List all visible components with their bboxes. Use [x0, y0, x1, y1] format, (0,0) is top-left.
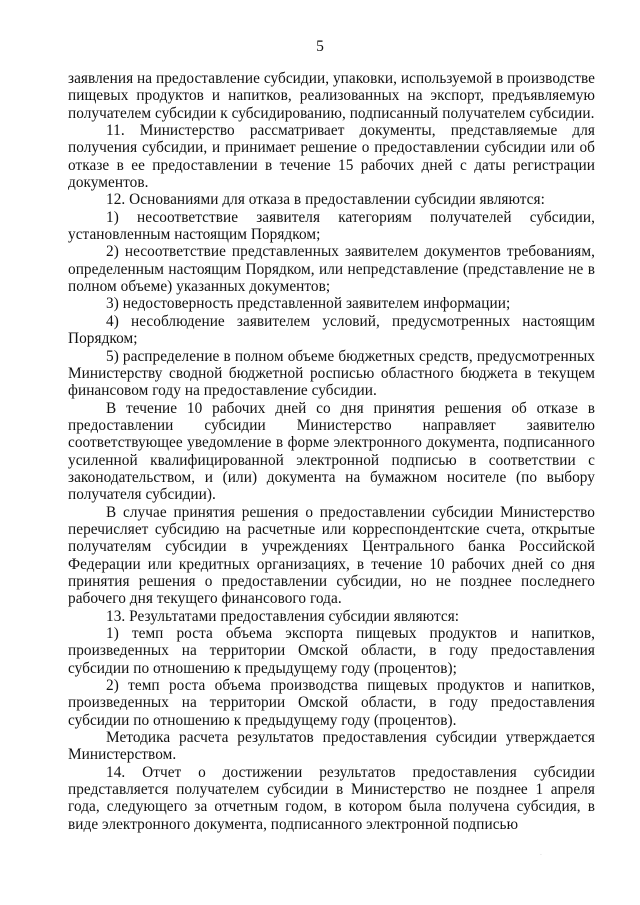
paragraph: В случае принятия решения о предоставлении субсидии Министерство перечисляет субсидию на расчетные или корреспондентские счета, открытые получателям субсидии в учреждениях Центрального банка Российской Федерации или кредитных организациях, в течение 10 рабочих дней со дня принятия решения о предоставлении субсидии, но не позднее последнего рабочего дня текущего финансового года.: [68, 503, 595, 608]
paragraph: В течение 10 рабочих дней со дня принятия решения об отказе в предоставлении субсидии Министерство направляет заявителю соответствующее уведомление в форме электронного документа, подписанного усиленной квалифицированной электронной подписью в соответствии с законодательством, и (или) документа на бумажном носителе (по выбору получателя субсидии).: [68, 399, 595, 504]
list-item: 4) несоблюдение заявителем условий, предусмотренных настоящим Порядком;: [68, 312, 595, 348]
list-item: 2) несоответствие представленных заявителем документов требованиям, определенным настоящим Порядком, или непредставление (представление не в полном объеме) указанных документов;: [68, 243, 595, 296]
paragraph: Методика расчета результатов предоставления субсидии утверждается Министерством.: [68, 729, 595, 764]
page-number: 5: [316, 38, 324, 55]
paragraph: 12. Основаниями для отказа в предоставлении субсидии являются:: [106, 191, 545, 209]
paragraph: заявления на предоставление субсидии, упаковки, используемой в производстве пищевых продуктов и напитков, реализованных на экспорт, предъявляемую получателем субсидии к субсидированию, подписанный получателем субсидии.: [68, 70, 596, 122]
list-item: 1) темп роста объема экспорта пищевых продуктов и напитков, произведенных на территории Омской области, в году предоставления субсидии по отношению к предыдущему году (процентов);: [68, 625, 595, 677]
list-item: 2) темп роста объема производства пищевых продуктов и напитков, произведенных на территории Омской области, в году предоставления субсидии по отношению к предыдущему году (процентов).: [68, 677, 595, 729]
scan-mark: ·: [540, 852, 542, 859]
list-item: 5) распределение в полном объеме бюджетных средств, предусмотренных Министерству сводной бюджетной росписью областного бюджета в текущем финансовом году на предоставление субсидии.: [68, 347, 595, 400]
list-item: 3) недостоверность представленной заявителем информации;: [106, 295, 511, 313]
document-body: [68, 70, 595, 833]
list-item: 1) несоответствие заявителя категориям получателей субсидии, установленным настоящим Порядком;: [68, 208, 595, 244]
paragraph: 13. Результатами предоставления субсидии являются:: [106, 607, 460, 625]
paragraph: 11. Министерство рассматривает документы, представляемые для получения субсидии, и принимает решение о предоставлении субсидии или об отказе в ее предоставлении в течение 15 рабочих дней с даты регистрации документов.: [68, 122, 595, 192]
paragraph: 14. Отчет о достижении результатов предоставления субсидии представляется получателем субсидии в Министерство не позднее 1 апреля года, следующего за отчетным годом, в котором была получена субсидия, в виде электронного документа, подписанного электронной подписью: [68, 763, 595, 833]
